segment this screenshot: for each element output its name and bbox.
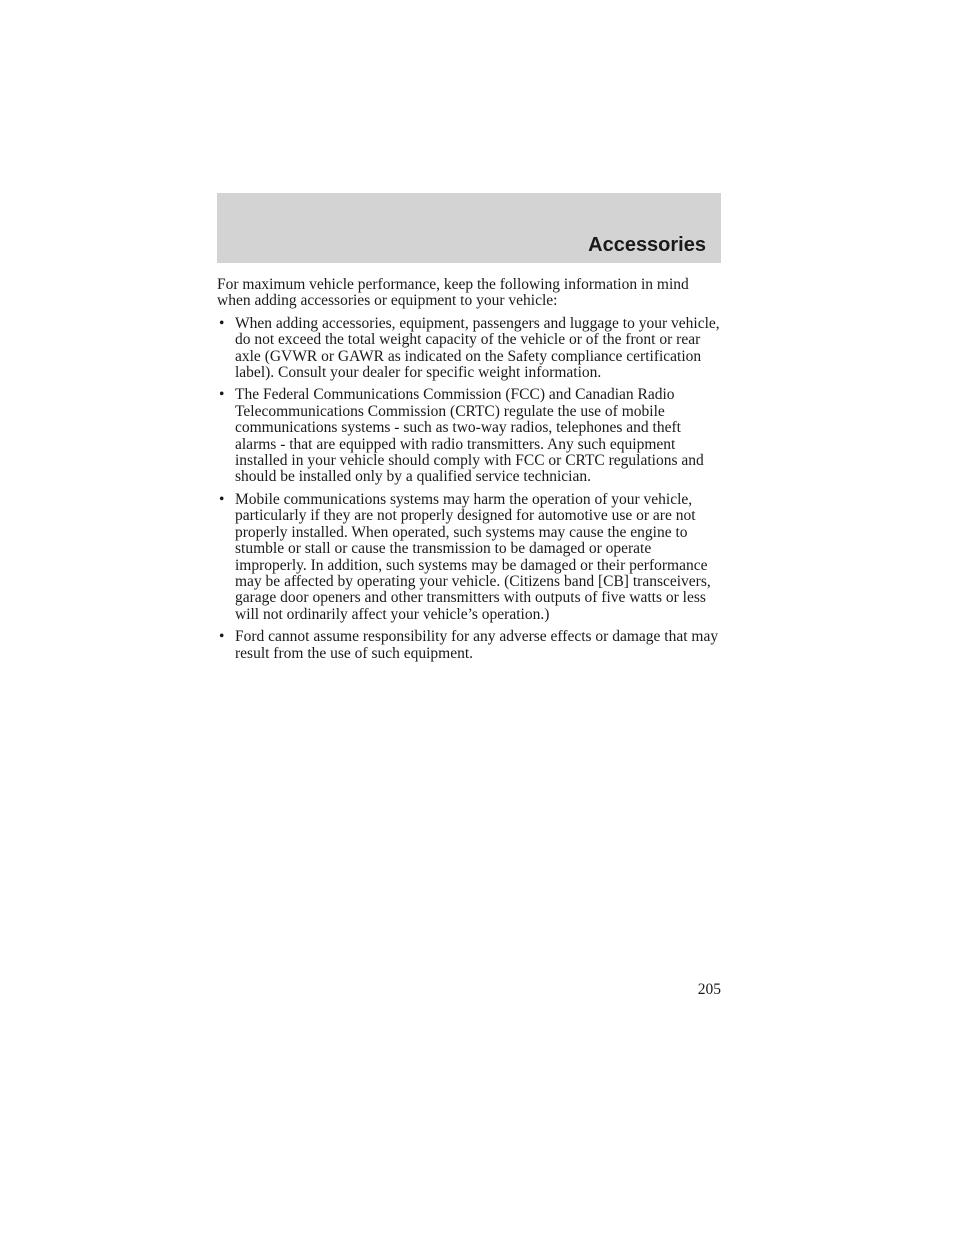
bullet-list	[217, 316, 721, 662]
list-item-text: The Federal Communications Commission (FCC) and Canadian Radio Telecommunications Commission (CRTC) regulate the use of mobile communications systems - such as two-way radios, telephones and theft alarms - that are equipped with radio transmitters. Any such equipment installed in your vehicle should comply with FCC or CRTC regulations and should be installed only by a qualified service technician.	[235, 386, 704, 486]
bullet-icon: •	[219, 628, 225, 646]
bullet-icon: •	[219, 386, 225, 404]
bullet-icon: •	[219, 490, 225, 508]
section-header-band	[217, 193, 721, 263]
bullet-icon: •	[219, 314, 225, 332]
list-item	[217, 629, 721, 662]
list-item	[217, 387, 721, 485]
page-number: 205	[697, 981, 721, 998]
list-item-text: When adding accessories, equipment, passengers and luggage to your vehicle, do not exceed the total weight capacity of the vehicle or of the front or rear axle (GVWR or GAWR as indicated on the Safety compliance certification label). Consult your dealer for specific weight information.	[235, 314, 720, 382]
list-item	[217, 492, 721, 623]
list-item-text: Mobile communications systems may harm the operation of your vehicle, particularly if they are not properly designed for automotive use or are not properly installed. When operated, such systems may cause the engine to stumble or stall or cause the transmission to be damaged or operate improperly. In addition, such systems may be damaged or their performance may be affected by operating your vehicle. (Citizens band [CB] transceivers, garage door openers and other transmitters with outputs of five watts or less will not ordinarily affect your vehicle’s operation.)	[235, 490, 711, 623]
list-item	[217, 316, 721, 382]
page-content	[217, 277, 721, 668]
list-item-text: Ford cannot assume responsibility for any adverse effects or damage that may result from the use of such equipment.	[235, 628, 719, 662]
section-title: Accessories	[588, 234, 706, 256]
intro-paragraph: For maximum vehicle performance, keep the following information in mind when adding accessories or equipment to your vehicle:	[217, 276, 689, 310]
